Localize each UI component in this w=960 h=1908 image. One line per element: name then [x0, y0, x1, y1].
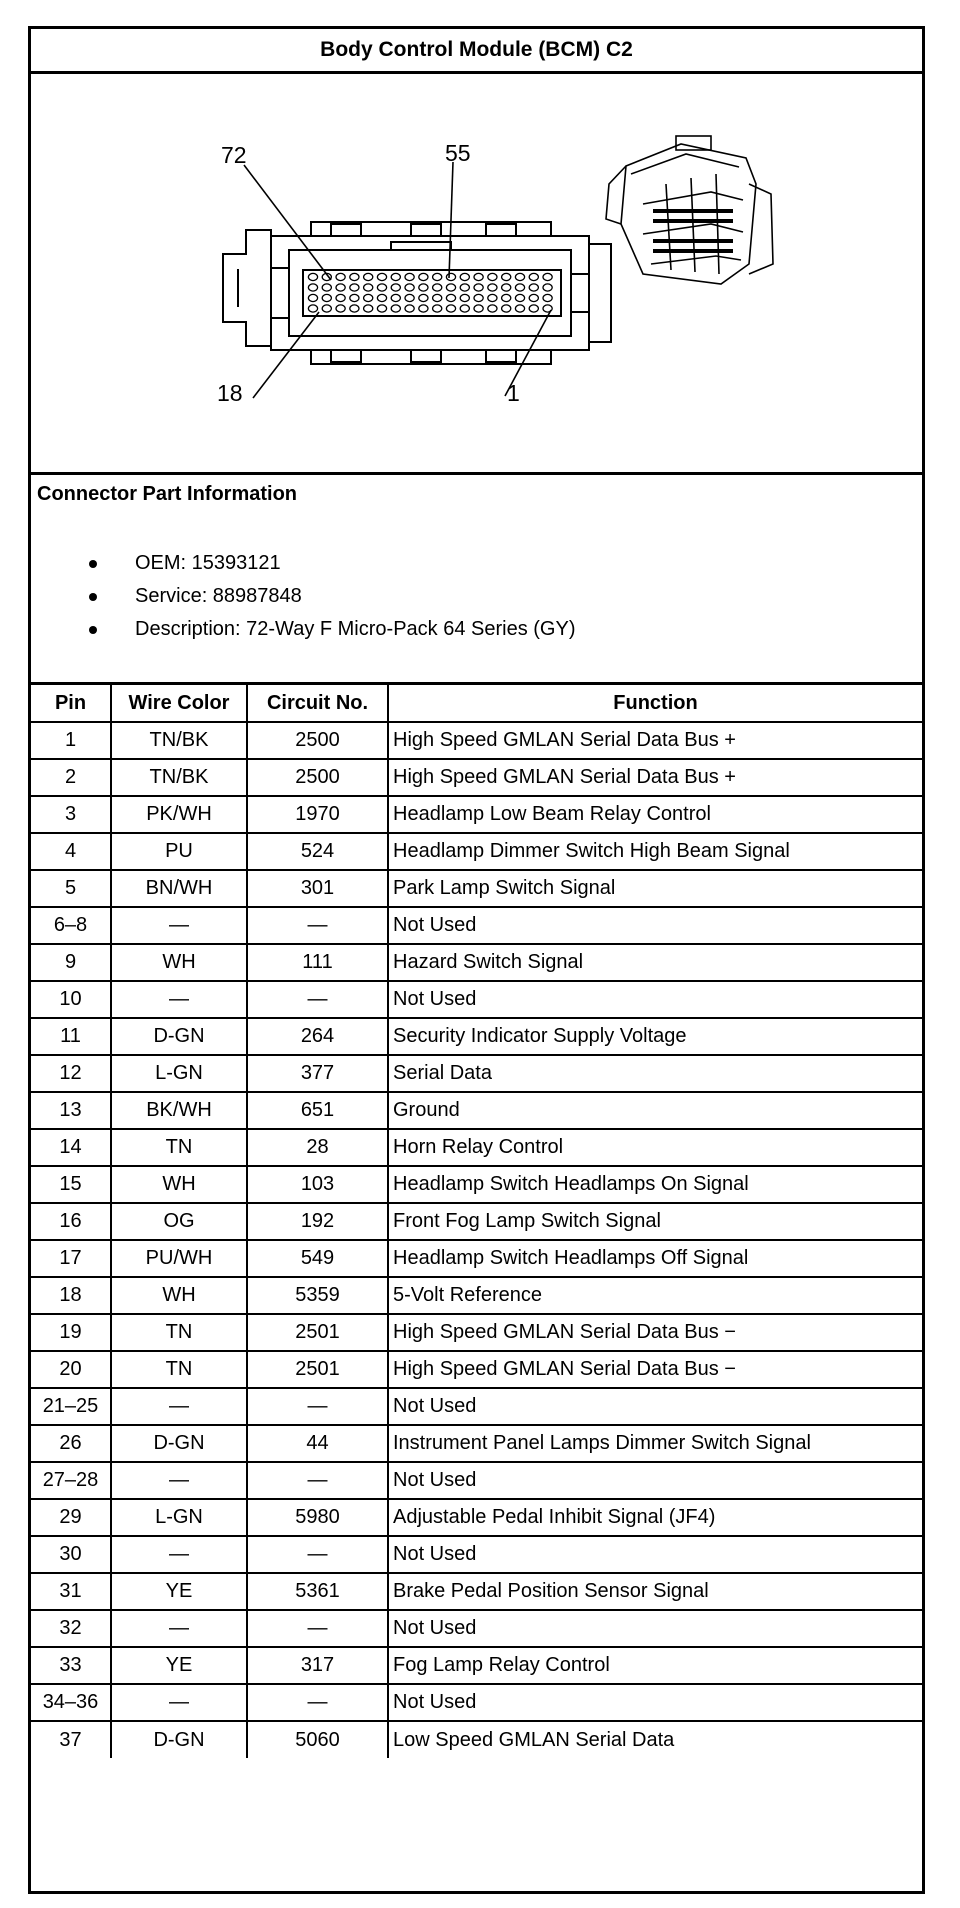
- table-row: [31, 1425, 922, 1462]
- function-cell: Not Used: [388, 1388, 922, 1425]
- function-cell: Serial Data: [388, 1055, 922, 1092]
- pin-cavity: [488, 273, 497, 280]
- function-cell: Not Used: [388, 1462, 922, 1499]
- pin-cavity: [336, 284, 345, 291]
- pin-cell: 10: [31, 981, 111, 1018]
- pin-cavity: [529, 305, 538, 312]
- table-row: [31, 722, 922, 759]
- table-row: [31, 1573, 922, 1610]
- pin-cavity: [364, 305, 373, 312]
- function-cell: Park Lamp Switch Signal: [388, 870, 922, 907]
- wire-color-cell: —: [111, 981, 247, 1018]
- pin-cavity: [419, 294, 428, 301]
- function-cell: High Speed GMLAN Serial Data Bus +: [388, 722, 922, 759]
- pin-cell: 31: [31, 1573, 111, 1610]
- pin-cell: 17: [31, 1240, 111, 1277]
- pin-cell: 12: [31, 1055, 111, 1092]
- table-row: [31, 796, 922, 833]
- table-row: [31, 1055, 922, 1092]
- function-cell: Instrument Panel Lamps Dimmer Switch Signal: [388, 1425, 922, 1462]
- circuit-cell: 301: [247, 870, 388, 907]
- connector-info-list: [31, 547, 575, 646]
- table-row: [31, 944, 922, 981]
- wire-color-cell: —: [111, 907, 247, 944]
- wire-color-cell: YE: [111, 1647, 247, 1684]
- function-cell: Headlamp Dimmer Switch High Beam Signal: [388, 833, 922, 870]
- wire-color-cell: —: [111, 1462, 247, 1499]
- pin-cavity: [460, 273, 469, 280]
- circuit-cell: 111: [247, 944, 388, 981]
- table-row: [31, 870, 922, 907]
- circuit-cell: 2500: [247, 722, 388, 759]
- pin-cavity: [515, 273, 524, 280]
- circuit-cell: 192: [247, 1203, 388, 1240]
- pin-cavity: [391, 273, 400, 280]
- pin-cavity: [529, 273, 538, 280]
- wire-color-cell: PK/WH: [111, 796, 247, 833]
- circuit-cell: —: [247, 1610, 388, 1647]
- table-row: [31, 1610, 922, 1647]
- table-row: [31, 981, 922, 1018]
- pin-cavity: [322, 284, 331, 291]
- pin-cell: 14: [31, 1129, 111, 1166]
- function-cell: Not Used: [388, 981, 922, 1018]
- pin-cavity: [543, 273, 552, 280]
- function-cell: Not Used: [388, 1684, 922, 1721]
- pin-cavity: [350, 273, 359, 280]
- table-row: [31, 1129, 922, 1166]
- table-row: [31, 1499, 922, 1536]
- function-cell: 5-Volt Reference: [388, 1277, 922, 1314]
- circuit-cell: 549: [247, 1240, 388, 1277]
- circuit-cell: —: [247, 1462, 388, 1499]
- table-row: [31, 1462, 922, 1499]
- wire-color-cell: —: [111, 1684, 247, 1721]
- pin-cavity: [488, 284, 497, 291]
- pin-cavity: [391, 305, 400, 312]
- table-row: [31, 907, 922, 944]
- circuit-cell: 5361: [247, 1573, 388, 1610]
- pin-cavity: [543, 294, 552, 301]
- circuit-cell: —: [247, 1536, 388, 1573]
- table-row: [31, 1240, 922, 1277]
- pin-cell: 11: [31, 1018, 111, 1055]
- pin-cavity: [474, 305, 483, 312]
- bullet-icon: [89, 626, 97, 634]
- pin-cell: 19: [31, 1314, 111, 1351]
- pin-cavity: [364, 294, 373, 301]
- wire-color-cell: YE: [111, 1573, 247, 1610]
- table-row: [31, 1018, 922, 1055]
- table-row: [31, 1314, 922, 1351]
- pin-cavity: [433, 305, 442, 312]
- description-item: [31, 613, 575, 646]
- pin-cavity: [433, 294, 442, 301]
- service-item: [31, 580, 575, 613]
- oem-text: OEM: 15393121: [135, 552, 281, 574]
- callout-18: 18: [217, 380, 243, 406]
- function-cell: Security Indicator Supply Voltage: [388, 1018, 922, 1055]
- table-header-row: [31, 685, 922, 722]
- pin-cavity: [446, 273, 455, 280]
- table-row: [31, 759, 922, 796]
- pin-cell: 6–8: [31, 907, 111, 944]
- function-cell: Headlamp Switch Headlamps On Signal: [388, 1166, 922, 1203]
- pin-cell: 27–28: [31, 1462, 111, 1499]
- function-cell: Ground: [388, 1092, 922, 1129]
- pin-cavity: [350, 284, 359, 291]
- pin-cavity: [446, 305, 455, 312]
- table-row: [31, 1684, 922, 1721]
- wire-color-cell: D-GN: [111, 1018, 247, 1055]
- pin-cavity: [502, 294, 511, 301]
- circuit-cell: 103: [247, 1166, 388, 1203]
- function-cell: Front Fog Lamp Switch Signal: [388, 1203, 922, 1240]
- pin-cavity: [322, 294, 331, 301]
- connector-info-heading: Connector Part Information: [37, 483, 298, 505]
- pin-cell: 20: [31, 1351, 111, 1388]
- pin-cavity: [377, 294, 386, 301]
- pin-cavity: [474, 284, 483, 291]
- circuit-cell: 5060: [247, 1721, 388, 1758]
- callout-1: 1: [507, 380, 520, 406]
- table-row: [31, 1721, 922, 1758]
- circuit-cell: —: [247, 1684, 388, 1721]
- pin-cavity: [529, 294, 538, 301]
- header-wire-color: Wire Color: [111, 685, 247, 722]
- circuit-cell: 264: [247, 1018, 388, 1055]
- function-cell: Low Speed GMLAN Serial Data: [388, 1721, 922, 1758]
- function-cell: Fog Lamp Relay Control: [388, 1647, 922, 1684]
- pin-cell: 3: [31, 796, 111, 833]
- circuit-cell: —: [247, 907, 388, 944]
- circuit-cell: 44: [247, 1425, 388, 1462]
- function-cell: Horn Relay Control: [388, 1129, 922, 1166]
- pin-cell: 13: [31, 1092, 111, 1129]
- pin-cell: 32: [31, 1610, 111, 1647]
- function-cell: Not Used: [388, 1610, 922, 1647]
- pin-cell: 18: [31, 1277, 111, 1314]
- function-cell: Not Used: [388, 1536, 922, 1573]
- pin-cell: 5: [31, 870, 111, 907]
- wire-color-cell: L-GN: [111, 1499, 247, 1536]
- pin-cavity: [488, 294, 497, 301]
- table-row: [31, 1388, 922, 1425]
- page-title: Body Control Module (BCM) C2: [31, 29, 922, 74]
- circuit-cell: 28: [247, 1129, 388, 1166]
- function-cell: Hazard Switch Signal: [388, 944, 922, 981]
- callout-72: 72: [221, 142, 247, 168]
- wire-color-cell: WH: [111, 944, 247, 981]
- wire-color-cell: WH: [111, 1166, 247, 1203]
- pin-cavity: [460, 294, 469, 301]
- wire-color-cell: —: [111, 1388, 247, 1425]
- circuit-cell: —: [247, 1388, 388, 1425]
- function-cell: Brake Pedal Position Sensor Signal: [388, 1573, 922, 1610]
- header-function: Function: [388, 685, 922, 722]
- connector-part-info: [31, 475, 922, 685]
- connector-drawing: [31, 74, 922, 472]
- circuit-cell: 2500: [247, 759, 388, 796]
- circuit-cell: 5359: [247, 1277, 388, 1314]
- table-row: [31, 1092, 922, 1129]
- wire-color-cell: BN/WH: [111, 870, 247, 907]
- wire-color-cell: TN/BK: [111, 722, 247, 759]
- function-cell: Not Used: [388, 907, 922, 944]
- pin-cavity: [502, 305, 511, 312]
- wire-color-cell: TN: [111, 1129, 247, 1166]
- wire-color-cell: PU: [111, 833, 247, 870]
- pin-cavity: [336, 294, 345, 301]
- pin-cavity: [308, 294, 317, 301]
- pin-cavity: [460, 284, 469, 291]
- pin-cell: 9: [31, 944, 111, 981]
- circuit-cell: 2501: [247, 1351, 388, 1388]
- pin-cell: 16: [31, 1203, 111, 1240]
- pin-cell: 34–36: [31, 1684, 111, 1721]
- wire-color-cell: —: [111, 1610, 247, 1647]
- pin-cell: 15: [31, 1166, 111, 1203]
- pin-cavity: [502, 273, 511, 280]
- pin-cavity: [446, 294, 455, 301]
- pin-cell: 2: [31, 759, 111, 796]
- table-row: [31, 1203, 922, 1240]
- function-cell: Headlamp Switch Headlamps Off Signal: [388, 1240, 922, 1277]
- wire-color-cell: L-GN: [111, 1055, 247, 1092]
- header-pin: Pin: [31, 685, 111, 722]
- pin-cavity: [377, 284, 386, 291]
- oem-item: [31, 547, 575, 580]
- pin-cavity: [515, 305, 524, 312]
- pin-cavity: [350, 294, 359, 301]
- pin-cavity: [446, 284, 455, 291]
- circuit-cell: 317: [247, 1647, 388, 1684]
- pin-cavity: [308, 305, 317, 312]
- function-cell: High Speed GMLAN Serial Data Bus −: [388, 1314, 922, 1351]
- wire-color-cell: TN/BK: [111, 759, 247, 796]
- pin-cavity: [336, 305, 345, 312]
- pin-cavity: [474, 294, 483, 301]
- pin-cavity: [364, 273, 373, 280]
- table-row: [31, 1351, 922, 1388]
- pin-cavity: [391, 294, 400, 301]
- pinout-table: [31, 685, 922, 1758]
- pin-cavity: [460, 305, 469, 312]
- pin-cavity: [405, 284, 414, 291]
- circuit-cell: 1970: [247, 796, 388, 833]
- pin-cavity: [433, 284, 442, 291]
- circuit-cell: 5980: [247, 1499, 388, 1536]
- function-cell: High Speed GMLAN Serial Data Bus +: [388, 759, 922, 796]
- pin-cavity: [488, 305, 497, 312]
- pin-cavity: [364, 284, 373, 291]
- pin-cavity: [419, 273, 428, 280]
- wire-color-cell: BK/WH: [111, 1092, 247, 1129]
- wire-color-cell: TN: [111, 1351, 247, 1388]
- pin-cavity: [474, 273, 483, 280]
- pin-cavity: [405, 305, 414, 312]
- pin-cavity: [515, 284, 524, 291]
- pin-cell: 33: [31, 1647, 111, 1684]
- circuit-cell: 2501: [247, 1314, 388, 1351]
- connector-diagram: [31, 74, 922, 475]
- pin-cavity: [405, 294, 414, 301]
- pin-cell: 37: [31, 1721, 111, 1758]
- pin-cavity: [322, 305, 331, 312]
- function-cell: High Speed GMLAN Serial Data Bus −: [388, 1351, 922, 1388]
- pin-cavity: [377, 273, 386, 280]
- callout-55: 55: [445, 140, 471, 166]
- bullet-icon: [89, 560, 97, 568]
- pin-cell: 1: [31, 722, 111, 759]
- pin-cavity: [308, 284, 317, 291]
- pin-cavity: [502, 284, 511, 291]
- wire-color-cell: TN: [111, 1314, 247, 1351]
- pin-cavity: [433, 273, 442, 280]
- pin-cell: 26: [31, 1425, 111, 1462]
- service-text: Service: 88987848: [135, 585, 302, 607]
- table-row: [31, 1647, 922, 1684]
- function-cell: Headlamp Low Beam Relay Control: [388, 796, 922, 833]
- table-row: [31, 1277, 922, 1314]
- wire-color-cell: PU/WH: [111, 1240, 247, 1277]
- pin-cavity: [308, 273, 317, 280]
- pin-cavity: [377, 305, 386, 312]
- circuit-cell: 524: [247, 833, 388, 870]
- wire-color-cell: WH: [111, 1277, 247, 1314]
- header-circuit-no: Circuit No.: [247, 685, 388, 722]
- wire-color-cell: D-GN: [111, 1721, 247, 1758]
- pin-cell: 30: [31, 1536, 111, 1573]
- pin-cavity: [419, 305, 428, 312]
- pin-cavity: [543, 284, 552, 291]
- circuit-cell: 651: [247, 1092, 388, 1129]
- pin-cell: 29: [31, 1499, 111, 1536]
- wire-color-cell: D-GN: [111, 1425, 247, 1462]
- pin-cavity: [515, 294, 524, 301]
- pin-cavity: [350, 305, 359, 312]
- function-cell: Adjustable Pedal Inhibit Signal (JF4): [388, 1499, 922, 1536]
- pin-cavity: [529, 284, 538, 291]
- table-row: [31, 1536, 922, 1573]
- table-row: [31, 1166, 922, 1203]
- pin-cell: 21–25: [31, 1388, 111, 1425]
- wire-color-cell: OG: [111, 1203, 247, 1240]
- connector-sheet: [28, 26, 925, 1894]
- pin-cavity: [336, 273, 345, 280]
- bullet-icon: [89, 593, 97, 601]
- pin-cavity: [405, 273, 414, 280]
- pin-cavity: [391, 284, 400, 291]
- pin-cell: 4: [31, 833, 111, 870]
- circuit-cell: —: [247, 981, 388, 1018]
- wire-color-cell: —: [111, 1536, 247, 1573]
- description-text: Description: 72-Way F Micro-Pack 64 Series (GY): [135, 618, 576, 640]
- table-row: [31, 833, 922, 870]
- pin-cavity: [419, 284, 428, 291]
- circuit-cell: 377: [247, 1055, 388, 1092]
